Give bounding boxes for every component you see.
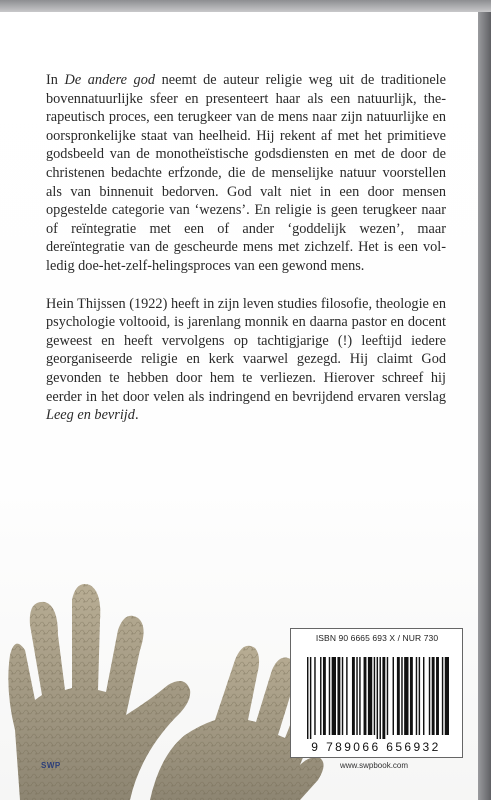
paragraph-2-end: . [134, 407, 139, 424]
barcode-bar [401, 657, 402, 735]
barcode-bar [429, 657, 430, 735]
barcode-bar [310, 657, 311, 739]
barcode-bar [442, 657, 443, 735]
paragraph-1-lead: In [46, 72, 65, 88]
barcode-bar [445, 657, 449, 735]
barcode-bar [404, 657, 408, 735]
barcode-bar [320, 657, 321, 735]
barcode-bar [382, 657, 385, 739]
barcode-bar [410, 657, 413, 735]
barcode-bar [393, 657, 394, 735]
publisher-logo: SWP [41, 761, 61, 770]
barcode-bar [416, 657, 417, 735]
barcode-bar [364, 657, 367, 735]
paragraph-2-body: Hein Thijssen (1922) heeft in zijn leven studies filosofie, theologie en psychologie voltooid, is jarenlang monnik en daarna pastor en docent geweest en heeft vervolgens op tachtigjarige (!) leeftijd iedere georganiseerde religie en kerk vaarwel gezegd. Hij claimt God gevonden te hebben door hem te verliezen. Hierover schreef hij eerder in het door velen als indringend en bevrijdend ervaren verslag [46, 295, 446, 405]
barcode-bar [342, 657, 343, 735]
book-title-italic: De andere god [64, 72, 156, 88]
barcode-bar [314, 657, 315, 735]
blurb-paragraph-2 [46, 295, 446, 425]
barcode-box [290, 628, 463, 758]
isbn-line: ISBN 90 6665 693 X / NUR 730 [315, 633, 439, 643]
top-edge-shadow [0, 0, 491, 12]
barcode-number: 9 789066 656932 [311, 740, 441, 754]
barcode-bars [305, 657, 449, 739]
barcode-bar [337, 657, 340, 735]
barcode-bar [419, 657, 420, 735]
barcode-bar [346, 657, 347, 735]
barcode-bar [380, 657, 381, 739]
barcode-bar [423, 657, 424, 735]
page-edge-shadow [478, 0, 491, 800]
barcode-bar [374, 657, 375, 735]
blurb-paragraph-1 [46, 71, 446, 276]
barcode-bar [359, 657, 360, 735]
paragraph-1-body: neemt de auteur religie weg uit de traditionele bovennatuurlijke sfeer en presenteert haar als een natuurlijk, therapeutisch proces, een terugkeer van de mens naar zijn natuurlijke en oorspronkelijke staat van heelheid. Hij rekent af met het primitieve godsbeeld van de monotheïstische godsdiensten en met de door de christenen bedachte erfzonde, die de menselijke natuur voorstellen als van binnenuit bedorven. God valt niet in een door mensen opgestelde categorie van ‘wezens’. En religie is geen terugkeer naar of reïntegratie met een of ander ‘goddelijk wezen’, maar dereïntegratie van de gescheurde mens met zichzelf. Het is een volledig doe-het-zelf-helingsproces van een gewond mens. [46, 72, 446, 274]
previous-book-title-italic: Leeg en bevrijd [46, 407, 135, 424]
barcode-bar [436, 657, 439, 735]
barcode-bar [329, 657, 330, 735]
barcode-bar [356, 657, 357, 735]
blurb-text [46, 71, 446, 444]
barcode-bar [432, 657, 435, 735]
barcode-bar [332, 657, 336, 735]
barcode-bar [397, 657, 400, 735]
barcode-bar [352, 657, 355, 735]
barcode-bar [387, 657, 388, 735]
barcode-bar [307, 657, 308, 739]
barcode-bar [368, 657, 372, 735]
publisher-url: www.swpbook.com [340, 761, 409, 770]
barcode-bar [323, 657, 326, 735]
barcode-bar [377, 657, 378, 739]
